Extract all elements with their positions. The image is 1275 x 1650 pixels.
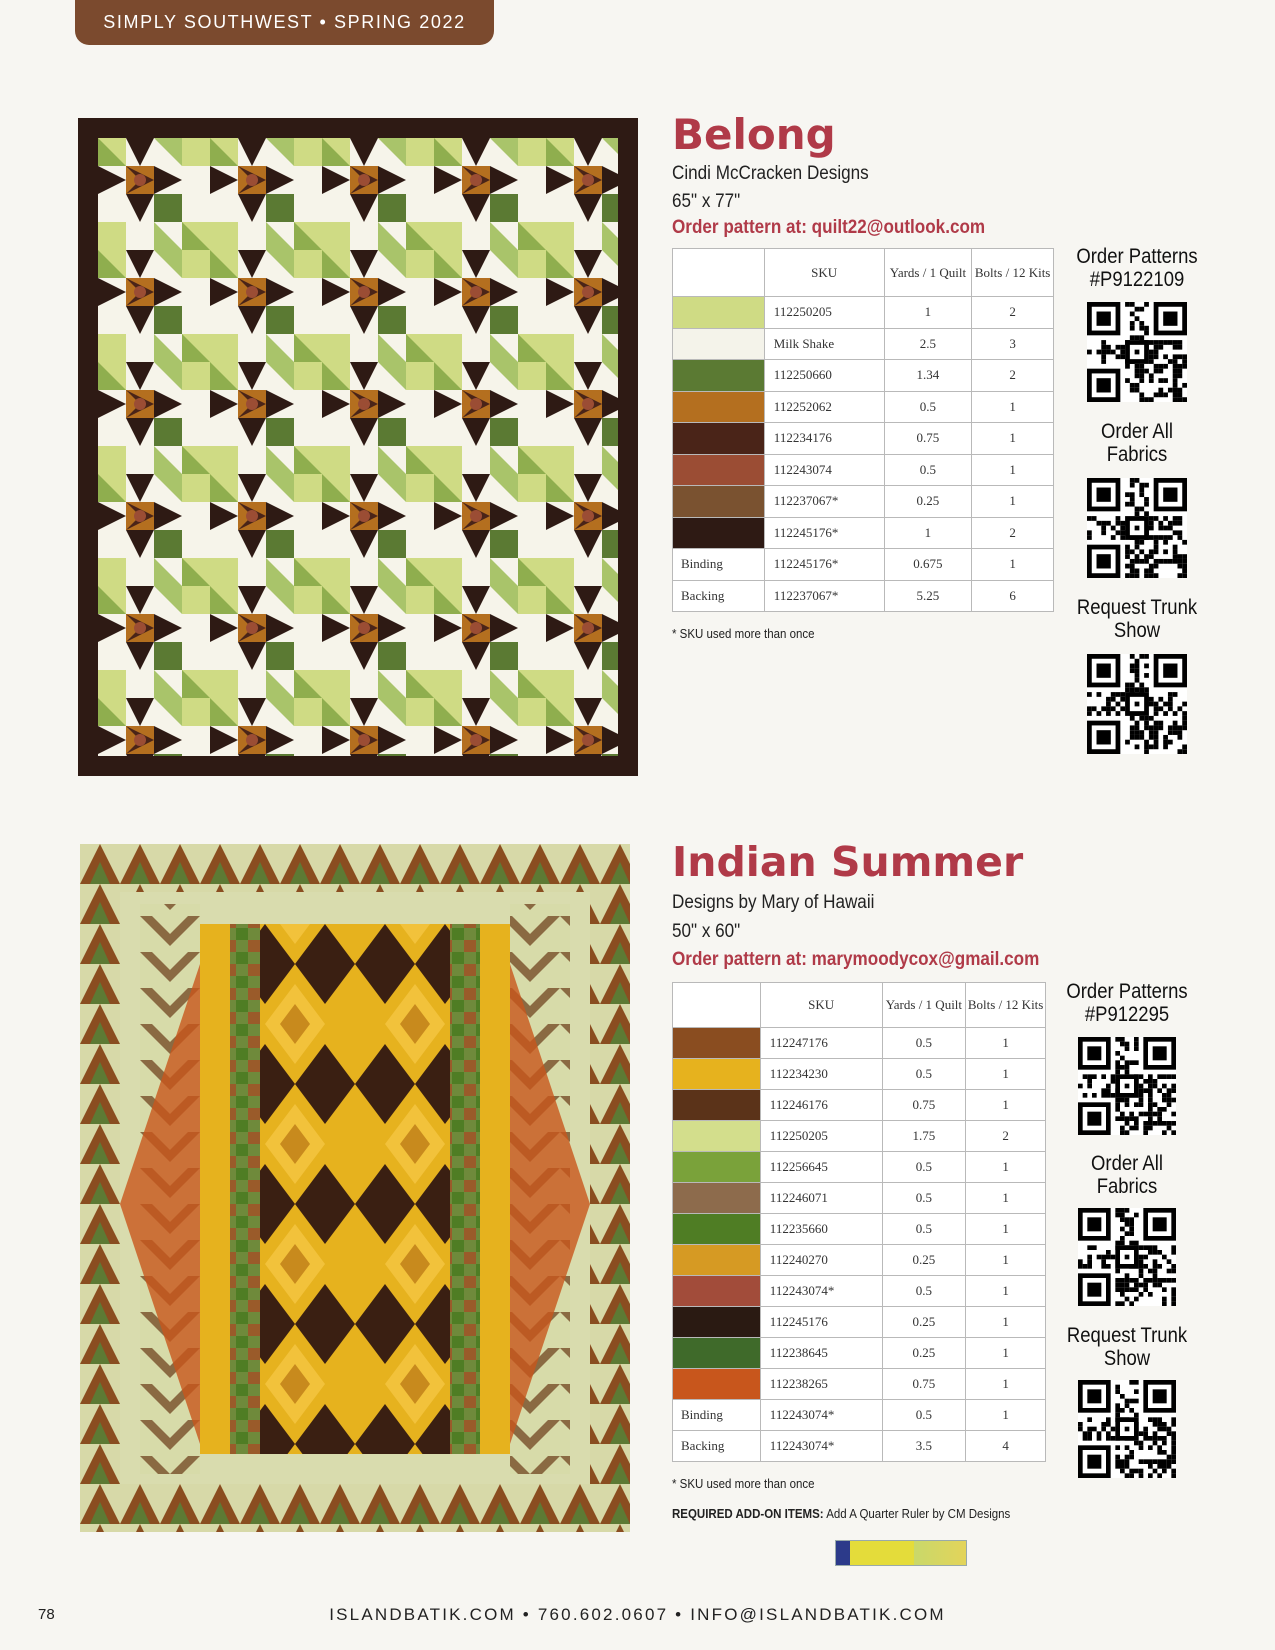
- indian-summer-order-patterns-qr[interactable]: [1078, 1037, 1176, 1135]
- fabric-row: [673, 517, 1054, 549]
- fabric-row: [673, 391, 1054, 423]
- fabric-row: [673, 1214, 1046, 1245]
- sku-cell: 112247176: [760, 1028, 882, 1059]
- yards-cell: 0.5: [884, 454, 972, 486]
- fabric-swatch: [673, 1028, 761, 1059]
- yards-cell: 0.675: [884, 549, 972, 581]
- sku-cell: 112252062: [764, 391, 884, 423]
- fabric-row: [673, 328, 1054, 360]
- bolts-cell: 2: [972, 360, 1054, 392]
- bolts-cell: 1: [966, 1152, 1046, 1183]
- bolts-cell: 1: [966, 1214, 1046, 1245]
- bolts-cell: 1: [972, 486, 1054, 518]
- sku-cell: 112250660: [764, 360, 884, 392]
- belong-trunk-show-qr[interactable]: [1087, 654, 1187, 754]
- fabric-swatch: [673, 517, 765, 549]
- fabric-swatch: [673, 297, 765, 329]
- fabric-row: [673, 1369, 1046, 1400]
- fabric-row: [673, 1307, 1046, 1338]
- yards-cell: 0.25: [882, 1307, 966, 1338]
- fabric-row: [673, 486, 1054, 518]
- indian-summer-trunk-show-qr[interactable]: [1078, 1380, 1176, 1478]
- addon-label: REQUIRED ADD-ON ITEMS:: [672, 1507, 824, 1521]
- belong-order-fabrics-qr[interactable]: [1087, 478, 1187, 578]
- fabric-swatch: [673, 391, 765, 423]
- bolts-cell: 2: [966, 1121, 1046, 1152]
- fabric-row: [673, 423, 1054, 455]
- fabric-row: [673, 1028, 1046, 1059]
- belong-order-patterns-label: Order Patterns #P9122109: [1076, 245, 1198, 292]
- quarter-ruler-image: [835, 1540, 967, 1566]
- yards-cell: 0.5: [882, 1152, 966, 1183]
- sku-cell: 112235660: [760, 1214, 882, 1245]
- yards-cell: 1: [884, 297, 972, 329]
- yards-cell: 0.5: [884, 391, 972, 423]
- yards-cell: 1.34: [884, 360, 972, 392]
- sku-cell: 112238265: [760, 1369, 882, 1400]
- fabric-row: [673, 297, 1054, 329]
- row-label: Binding: [673, 549, 765, 581]
- sku-cell: 112240270: [760, 1245, 882, 1276]
- sku-header: SKU: [764, 249, 884, 297]
- sku-cell: 112256645: [760, 1152, 882, 1183]
- belong-fabric-table: [672, 248, 1054, 612]
- fabric-swatch: [673, 1121, 761, 1152]
- yards-cell: 0.5: [882, 1276, 966, 1307]
- fabric-row: [673, 1338, 1046, 1369]
- bolts-cell: 1: [966, 1400, 1046, 1431]
- fabric-row: [673, 549, 1054, 581]
- yards-cell: 0.25: [882, 1245, 966, 1276]
- fabric-swatch: [673, 1276, 761, 1307]
- sku-cell: Milk Shake: [764, 328, 884, 360]
- sku-cell: 112237067*: [764, 580, 884, 612]
- fabric-row: [673, 1400, 1046, 1431]
- yards-cell: 0.75: [882, 1090, 966, 1121]
- bolts-cell: 1: [972, 423, 1054, 455]
- footer-contact: ISLANDBATIK.COM • 760.602.0607 • INFO@ISLANDBATIK.COM: [329, 1605, 946, 1624]
- page-number: 78: [38, 1606, 55, 1623]
- bolts-cell: 1: [966, 1028, 1046, 1059]
- bolts-cell: 1: [966, 1245, 1046, 1276]
- fabric-swatch: [673, 1152, 761, 1183]
- fabric-swatch: [673, 1307, 761, 1338]
- sku-cell: 112237067*: [764, 486, 884, 518]
- header-tab: SIMPLY SOUTHWEST • SPRING 2022: [75, 0, 494, 45]
- fabric-row: [673, 1152, 1046, 1183]
- indian-summer-order-link[interactable]: Order pattern at: marymoodycox@gmail.com: [672, 949, 1040, 970]
- bolts-header: Bolts / 12 Kits: [972, 249, 1054, 297]
- belong-size: 65" x 77": [672, 191, 741, 212]
- indian-summer-addon: [672, 1507, 1010, 1521]
- indian-summer-sku-note: * SKU used more than once: [672, 1477, 815, 1491]
- yards-header: Yards / 1 Quilt: [884, 249, 972, 297]
- addon-text: Add A Quarter Ruler by CM Designs: [826, 1507, 1011, 1521]
- sku-cell: 112250205: [760, 1121, 882, 1152]
- indian-summer-size: 50" x 60": [672, 921, 741, 942]
- fabric-row: [673, 580, 1054, 612]
- sku-cell: 112243074: [764, 454, 884, 486]
- bolts-cell: 1: [966, 1059, 1046, 1090]
- bolts-cell: 1: [966, 1090, 1046, 1121]
- sku-cell: 112238645: [760, 1338, 882, 1369]
- bolts-cell: 1: [972, 454, 1054, 486]
- bolts-cell: 4: [966, 1431, 1046, 1462]
- belong-quilt-image: [78, 118, 638, 776]
- belong-sku-note: * SKU used more than once: [672, 627, 815, 641]
- fabric-swatch: [673, 1369, 761, 1400]
- bolts-cell: 1: [966, 1369, 1046, 1400]
- fabric-swatch: [673, 1059, 761, 1090]
- fabric-swatch: [673, 1090, 761, 1121]
- row-label: Binding: [673, 1400, 761, 1431]
- yards-cell: 3.5: [882, 1431, 966, 1462]
- fabric-row: [673, 1121, 1046, 1152]
- fabric-row: [673, 1183, 1046, 1214]
- yards-cell: 0.25: [884, 486, 972, 518]
- bolts-cell: 6: [972, 580, 1054, 612]
- sku-cell: 112246071: [760, 1183, 882, 1214]
- fabric-swatch: [673, 1183, 761, 1214]
- sku-cell: 112245176: [760, 1307, 882, 1338]
- bolts-cell: 3: [972, 328, 1054, 360]
- fabric-row: [673, 1090, 1046, 1121]
- bolts-cell: 1: [972, 549, 1054, 581]
- fabric-row: [673, 1245, 1046, 1276]
- indian-summer-designer: Designs by Mary of Hawaii: [672, 892, 875, 913]
- indian-summer-order-fabrics-label: Order All Fabrics: [1091, 1152, 1163, 1199]
- bolts-header: Bolts / 12 Kits: [966, 983, 1046, 1028]
- swatch-header: [673, 249, 765, 297]
- indian-summer-title: Indian Summer: [672, 838, 1024, 886]
- belong-title: Belong: [672, 110, 836, 159]
- sku-cell: 112243074*: [760, 1400, 882, 1431]
- sku-header: SKU: [760, 983, 882, 1028]
- fabric-row: [673, 1276, 1046, 1307]
- indian-summer-quilt-image: [80, 844, 630, 1532]
- sku-cell: 112246176: [760, 1090, 882, 1121]
- bolts-cell: 2: [972, 297, 1054, 329]
- yards-cell: 0.5: [882, 1183, 966, 1214]
- yards-cell: 0.25: [882, 1338, 966, 1369]
- sku-cell: 112245176*: [764, 517, 884, 549]
- bolts-cell: 1: [966, 1307, 1046, 1338]
- belong-trunk-show-label: Request Trunk Show: [1076, 596, 1198, 643]
- yards-cell: 5.25: [884, 580, 972, 612]
- yards-cell: 0.5: [882, 1400, 966, 1431]
- indian-summer-order-patterns-label: Order Patterns #P912295: [1066, 980, 1188, 1027]
- fabric-swatch: [673, 1214, 761, 1245]
- yards-cell: 1: [884, 517, 972, 549]
- bolts-cell: 1: [972, 391, 1054, 423]
- fabric-swatch: [673, 328, 765, 360]
- fabric-row: [673, 1431, 1046, 1462]
- fabric-swatch: [673, 454, 765, 486]
- sku-cell: 112243074*: [760, 1431, 882, 1462]
- yards-cell: 0.75: [882, 1369, 966, 1400]
- row-label: Backing: [673, 1431, 761, 1462]
- indian-summer-order-fabrics-qr[interactable]: [1078, 1208, 1176, 1306]
- swatch-header: [673, 983, 761, 1028]
- row-label: Backing: [673, 580, 765, 612]
- fabric-swatch: [673, 1338, 761, 1369]
- fabric-row: [673, 454, 1054, 486]
- fabric-swatch: [673, 1245, 761, 1276]
- indian-summer-trunk-show-label: Request Trunk Show: [1066, 1324, 1188, 1371]
- indian-summer-fabric-table: [672, 982, 1046, 1462]
- bolts-cell: 1: [966, 1276, 1046, 1307]
- yards-cell: 0.75: [884, 423, 972, 455]
- yards-cell: 2.5: [884, 328, 972, 360]
- sku-cell: 112234176: [764, 423, 884, 455]
- yards-cell: 0.5: [882, 1214, 966, 1245]
- bolts-cell: 1: [966, 1338, 1046, 1369]
- belong-order-fabrics-label: Order All Fabrics: [1101, 420, 1173, 467]
- belong-designer: Cindi McCracken Designs: [672, 163, 869, 184]
- fabric-row: [673, 360, 1054, 392]
- sku-cell: 112250205: [764, 297, 884, 329]
- sku-cell: 112234230: [760, 1059, 882, 1090]
- yards-cell: 1.75: [882, 1121, 966, 1152]
- fabric-swatch: [673, 360, 765, 392]
- bolts-cell: 1: [966, 1183, 1046, 1214]
- fabric-swatch: [673, 486, 765, 518]
- fabric-swatch: [673, 423, 765, 455]
- fabric-row: [673, 1059, 1046, 1090]
- sku-cell: 112245176*: [764, 549, 884, 581]
- belong-order-patterns-qr[interactable]: [1087, 302, 1187, 402]
- yards-cell: 0.5: [882, 1059, 966, 1090]
- yards-header: Yards / 1 Quilt: [882, 983, 966, 1028]
- sku-cell: 112243074*: [760, 1276, 882, 1307]
- yards-cell: 0.5: [882, 1028, 966, 1059]
- bolts-cell: 2: [972, 517, 1054, 549]
- belong-order-link[interactable]: Order pattern at: quilt22@outlook.com: [672, 217, 986, 238]
